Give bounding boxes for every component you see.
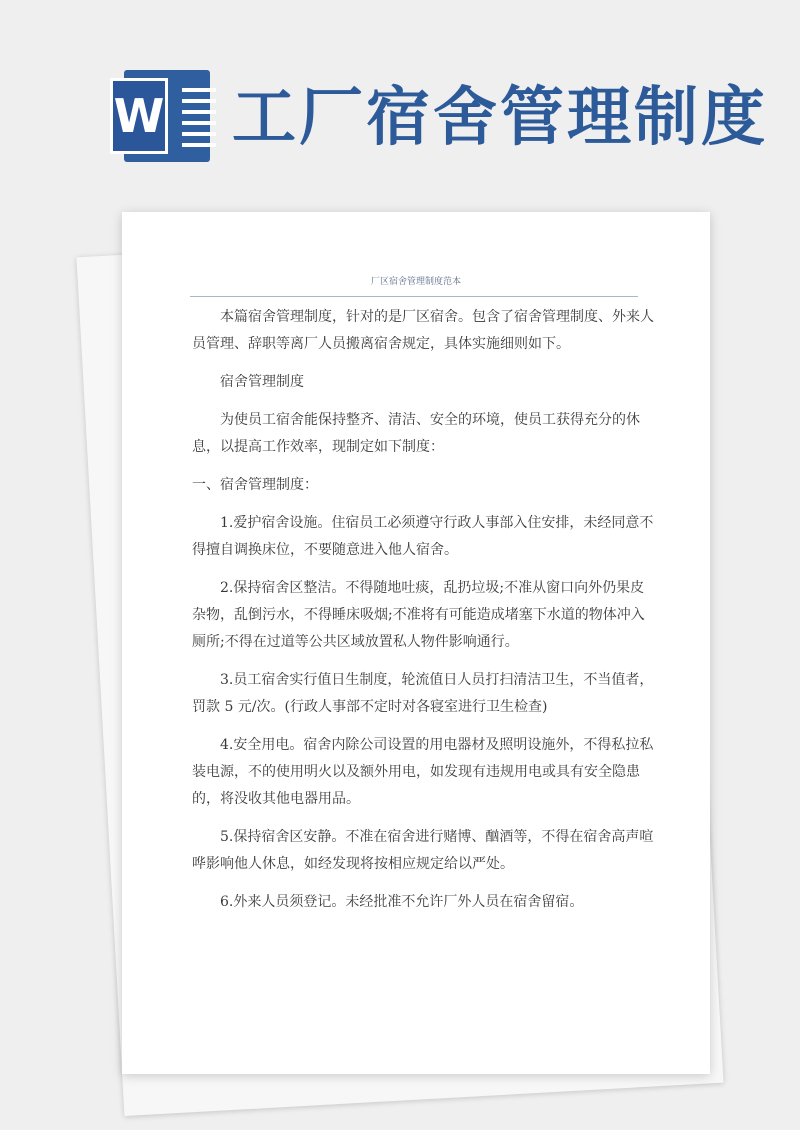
section-title: 宿舍管理制度 bbox=[220, 374, 304, 390]
logo-lines bbox=[182, 88, 216, 154]
header-divider bbox=[190, 296, 638, 297]
intro-paragraph: 本篇宿舍管理制度，针对的是厂区宿舍。包含了宿舍管理制度、外来人员管理、辞职等离厂人员搬离宿舍规定，具体实施细则如下。 bbox=[192, 309, 654, 352]
logo-letter: W bbox=[110, 78, 168, 154]
document-body bbox=[192, 304, 654, 927]
banner bbox=[0, 0, 800, 200]
rule-item-4: 4.安全用电。宿舍内除公司设置的用电器材及照明设施外，不得私拉私装电源，不的使用明火以及额外用电，如发现有违规用电或具有安全隐患的，将没收其他电器用品。 bbox=[192, 737, 654, 807]
document-header: 厂区宿舍管理制度范本 bbox=[370, 277, 461, 287]
rule-item-5: 5.保持宿舍区安静。不准在宿舍进行赌博、酗酒等，不得在宿舍高声喧哗影响他人休息，如经发现将按相应规定给以严处。 bbox=[192, 829, 654, 872]
rule-item-6: 6.外来人员须登记。未经批准不允许厂外人员在宿舍留宿。 bbox=[220, 894, 584, 910]
rule-item-2: 2.保持宿舍区整洁。不得随地吐痰，乱扔垃圾;不准从窗口向外仍果皮杂物，乱倒污水，不得睡床吸烟;不准将有可能造成堵塞下水道的物体冲入厕所;不得在过道等公共区域放置私人物件影响通行。 bbox=[192, 580, 645, 650]
main-title: 工厂宿舍管理制度 bbox=[232, 81, 768, 155]
word-document-icon bbox=[110, 68, 214, 164]
chapter-heading: 一、宿舍管理制度： bbox=[192, 477, 318, 493]
rule-item-3: 3.员工宿舍实行值日生制度，轮流值日人员打扫清洁卫生，不当值者，罚款 5 元/次。(行政人事部不定时对各寝室进行卫生检查) bbox=[192, 672, 654, 715]
rule-item-1: 1.爱护宿舍设施。住宿员工必须遵守行政人事部入住安排，未经同意不得擅自调换床位，不要随意进入他人宿舍。 bbox=[192, 515, 654, 558]
purpose-paragraph: 为使员工宿舍能保持整齐、清洁、安全的环境，使员工获得充分的休息，以提高工作效率，现制定如下制度： bbox=[192, 412, 640, 455]
document-page bbox=[122, 212, 710, 1074]
